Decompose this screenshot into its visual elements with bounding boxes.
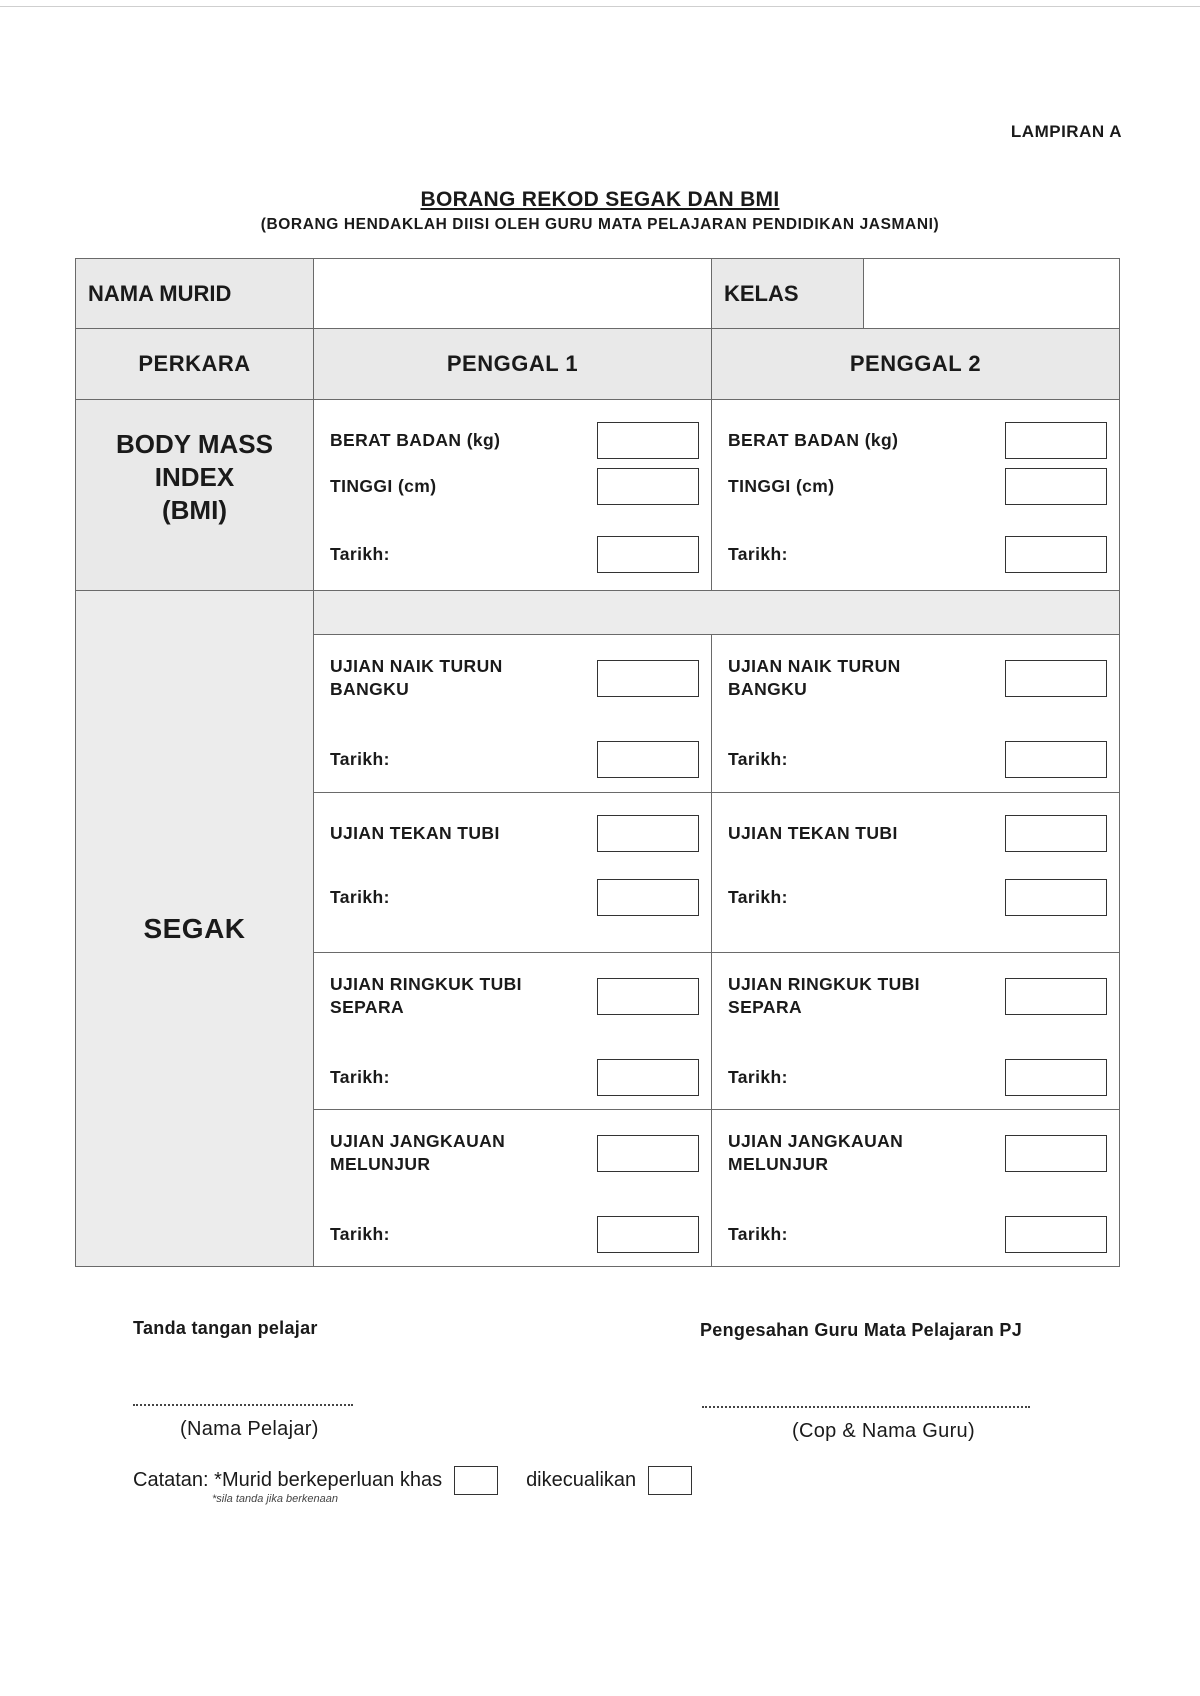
bmi-date-term1-box[interactable]: [597, 536, 699, 573]
bmi-date-term2-box[interactable]: [1005, 536, 1107, 573]
teacher-signature-line[interactable]: [702, 1406, 1030, 1408]
test1-term1-box[interactable]: [597, 660, 699, 697]
bmi-date-label: Tarikh:: [728, 544, 788, 564]
test2-date-label: Tarikh:: [330, 887, 390, 907]
height-label: TINGGI (cm): [330, 476, 437, 496]
test1-label: [330, 655, 503, 701]
test1-term2: [712, 635, 1120, 793]
class-field[interactable]: [864, 259, 1120, 329]
height-term2-box[interactable]: [1005, 468, 1107, 505]
note-label: Catatan: *Murid berkeperluan khas: [133, 1469, 443, 1491]
test1-line2: BANGKU: [728, 679, 808, 699]
test3-line1: UJIAN RINGKUK TUBI: [330, 974, 522, 994]
test3-date-label: Tarikh:: [330, 1067, 390, 1087]
weight-term1-box[interactable]: [597, 422, 699, 459]
test3-date-label: Tarikh:: [728, 1067, 788, 1087]
test1-label: [728, 655, 901, 701]
special-needs-checkbox[interactable]: [454, 1466, 498, 1495]
test4-line1: UJIAN JANGKAUAN: [330, 1131, 506, 1151]
test1-line1: UJIAN NAIK TURUN: [728, 656, 901, 676]
note-hint: *sila tanda jika berkenaan: [212, 1493, 338, 1505]
test3-term1: [314, 953, 712, 1110]
bmi-term2: [712, 400, 1120, 591]
record-table: [75, 258, 1120, 1267]
test4-date-label: Tarikh:: [330, 1224, 390, 1244]
test2-date-term2-box[interactable]: [1005, 879, 1107, 916]
bmi-date-label: Tarikh:: [330, 544, 390, 564]
col-term2-header: PENGGAL 2: [712, 329, 1120, 400]
test2-term2-box[interactable]: [1005, 815, 1107, 852]
col-term1-header: PENGGAL 1: [314, 329, 712, 400]
class-label: KELAS: [712, 259, 864, 329]
weight-label: BERAT BADAN (kg): [728, 430, 899, 450]
test2-term2: [712, 793, 1120, 953]
weight-label: BERAT BADAN (kg): [330, 430, 501, 450]
excluded-checkbox[interactable]: [648, 1466, 692, 1495]
test4-label: [728, 1130, 903, 1176]
excluded-label: dikecualikan: [526, 1469, 637, 1491]
test3-line2: SEPARA: [330, 997, 405, 1017]
test1-line2: BANGKU: [330, 679, 410, 699]
test2-label: UJIAN TEKAN TUBI: [330, 823, 500, 843]
segak-label: SEGAK: [76, 591, 314, 1267]
student-signature-label: Tanda tangan pelajar: [133, 1318, 318, 1338]
test3-term1-box[interactable]: [597, 978, 699, 1015]
student-name-label: NAMA MURID: [76, 259, 314, 329]
test4-line2: MELUNJUR: [728, 1154, 829, 1174]
bmi-label: [76, 400, 314, 591]
height-label: TINGGI (cm): [728, 476, 835, 496]
segak-band: [314, 591, 1120, 635]
col-item-header: PERKARA: [76, 329, 314, 400]
test4-line2: MELUNJUR: [330, 1154, 431, 1174]
bmi-label-line1: BODY MASS: [116, 429, 273, 459]
test3-label: [330, 973, 522, 1019]
test4-label: [330, 1130, 505, 1176]
test4-line1: UJIAN JANGKAUAN: [728, 1131, 904, 1151]
attachment-label: LAMPIRAN A: [1010, 122, 1122, 141]
test3-date-term1-box[interactable]: [597, 1059, 699, 1096]
bmi-label-line3: (BMI): [162, 495, 227, 525]
test3-term2-box[interactable]: [1005, 978, 1107, 1015]
test2-date-label: Tarikh:: [728, 887, 788, 907]
test4-term2: [712, 1110, 1120, 1267]
note-row: [133, 1466, 708, 1495]
test3-label: [728, 973, 920, 1019]
test1-line1: UJIAN NAIK TURUN: [330, 656, 503, 676]
test4-date-term2-box[interactable]: [1005, 1216, 1107, 1253]
test2-term1: [314, 793, 712, 953]
test3-date-term2-box[interactable]: [1005, 1059, 1107, 1096]
teacher-confirmation-label: Pengesahan Guru Mata Pelajaran PJ: [700, 1320, 1023, 1340]
test3-line1: UJIAN RINGKUK TUBI: [728, 974, 920, 994]
test2-date-term1-box[interactable]: [597, 879, 699, 916]
test3-term2: [712, 953, 1120, 1110]
bmi-term1: [314, 400, 712, 591]
test4-term1: [314, 1110, 712, 1267]
test4-date-term1-box[interactable]: [597, 1216, 699, 1253]
weight-term2-box[interactable]: [1005, 422, 1107, 459]
top-edge-line: [0, 6, 1200, 7]
test4-date-label: Tarikh:: [728, 1224, 788, 1244]
bmi-label-line2: INDEX: [154, 462, 235, 492]
student-signature-line[interactable]: [133, 1404, 353, 1406]
test1-date-label: Tarikh:: [330, 749, 390, 769]
teacher-stamp-caption: (Cop & Nama Guru): [792, 1420, 975, 1442]
test4-term1-box[interactable]: [597, 1135, 699, 1172]
test2-label: UJIAN TEKAN TUBI: [728, 823, 898, 843]
test1-date-term1-box[interactable]: [597, 741, 699, 778]
student-name-caption: (Nama Pelajar): [180, 1418, 319, 1440]
height-term1-box[interactable]: [597, 468, 699, 505]
student-name-field[interactable]: [314, 259, 712, 329]
test1-date-term2-box[interactable]: [1005, 741, 1107, 778]
test2-term1-box[interactable]: [597, 815, 699, 852]
form-subtitle: (BORANG HENDAKLAH DIISI OLEH GURU MATA PELAJARAN PENDIDIKAN JASMANI): [260, 216, 940, 233]
test1-date-label: Tarikh:: [728, 749, 788, 769]
test4-term2-box[interactable]: [1005, 1135, 1107, 1172]
test3-line2: SEPARA: [728, 997, 803, 1017]
test1-term1: [314, 635, 712, 793]
test1-term2-box[interactable]: [1005, 660, 1107, 697]
form-title: BORANG REKOD SEGAK DAN BMI: [420, 188, 780, 211]
